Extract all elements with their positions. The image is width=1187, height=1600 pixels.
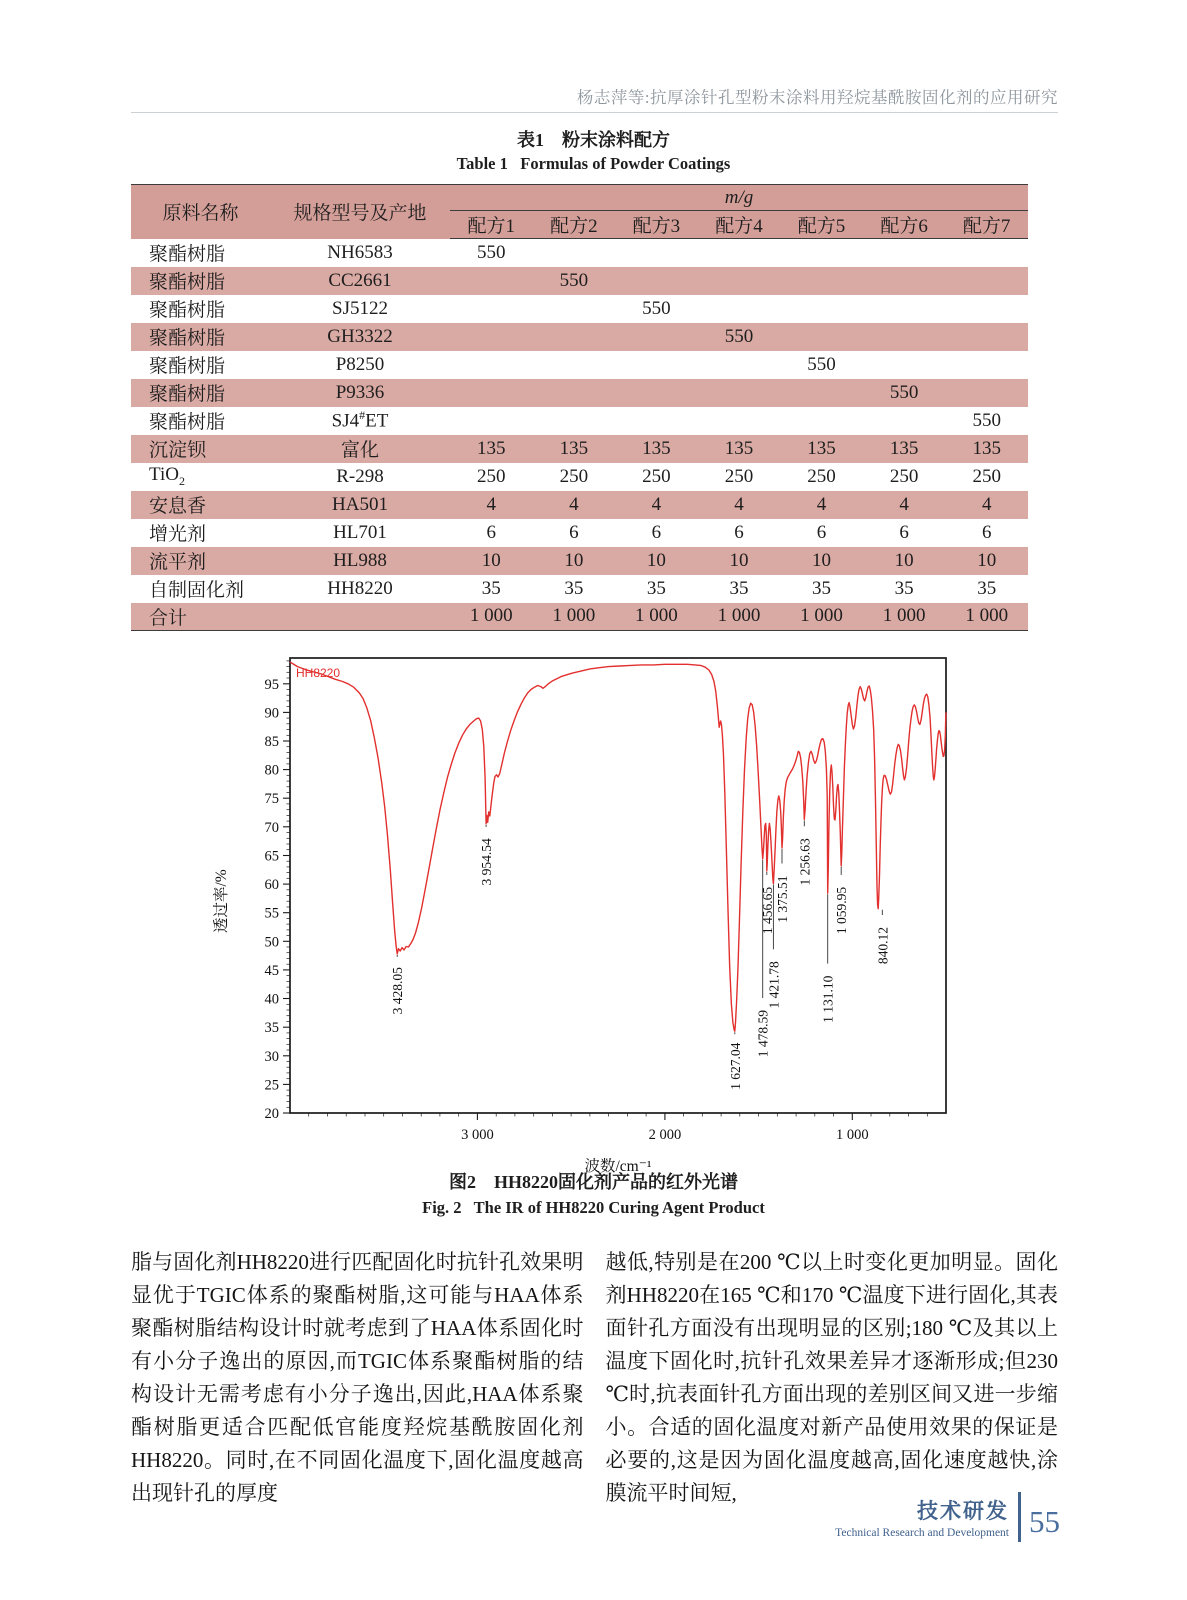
cell-value: 250 — [724, 465, 754, 487]
cell-value: 1 000 — [965, 605, 1009, 627]
footer-section — [835, 1495, 1009, 1539]
y-tick-label: 75 — [264, 791, 279, 808]
cell-spec: GH3322 — [327, 325, 393, 347]
cell-value: 1 000 — [800, 605, 843, 627]
x-tick-label: 3 000 — [461, 1127, 494, 1143]
cell-material: 沉淀钡 — [149, 440, 207, 461]
formula-column-header: 配方6 — [863, 211, 946, 239]
cell-material: 聚酯树脂 — [149, 244, 226, 265]
body-text — [131, 1246, 1058, 1510]
y-tick-label: 50 — [264, 934, 279, 951]
cell-value — [615, 239, 698, 267]
cell-value — [615, 267, 698, 295]
formula-column-header: 配方1 — [450, 211, 533, 239]
table-row — [131, 379, 1028, 407]
cell-value — [945, 295, 1028, 323]
cell-value — [863, 323, 946, 351]
cell-value: 35 — [564, 577, 584, 599]
cell-value: 250 — [559, 465, 589, 487]
cell-value: 250 — [642, 465, 671, 487]
cell-value — [450, 323, 533, 351]
cell-value: 10 — [729, 549, 749, 571]
cell-value — [450, 407, 533, 435]
cell-spec: HL988 — [333, 549, 387, 571]
cell-value — [698, 239, 781, 267]
peak-label: 840.12 — [875, 927, 891, 965]
table-title-en: Table 1 Formulas of Powder Coatings — [456, 154, 731, 173]
cell-value: 10 — [481, 549, 501, 571]
cell-value — [698, 267, 781, 295]
body-column-left: 脂与固化剂HH8220进行匹配固化时抗针孔效果明显优于TGIC体系的聚酯树脂,这可能与HAA体系聚酯树脂结构设计时就考虑到了HAA体系固化时有小分子逸出的原因,而TGIC体系聚酯树脂的结构设计无需考虑有小分子逸出,因此,HAA体系聚酯树脂更适合匹配低官能度羟烷基酰胺固化剂HH8220。同时,在不同固化温度下,固化温度越高出现针孔的厚度 — [131, 1250, 584, 1505]
x-tick-label: 2 000 — [648, 1127, 682, 1143]
cell-value — [698, 351, 781, 379]
header-rule — [131, 112, 1058, 113]
cell-value: 6 — [899, 521, 909, 543]
cell-value: 6 — [981, 521, 992, 543]
footer-divider — [1018, 1492, 1021, 1542]
formula-table — [131, 184, 1028, 631]
footer — [835, 1492, 1060, 1542]
column-header-material: 原料名称 — [162, 203, 239, 225]
cell-value: 550 — [724, 325, 754, 347]
cell-value — [615, 407, 698, 435]
cell-value: 135 — [807, 437, 836, 459]
table-row — [131, 323, 1028, 351]
cell-value — [945, 267, 1028, 295]
cell-value — [698, 407, 781, 435]
peak-label: 1 131.10 — [820, 975, 836, 1023]
table-row — [131, 295, 1028, 323]
cell-spec: HL701 — [333, 521, 387, 543]
y-tick-label: 55 — [264, 905, 279, 922]
cell-value: 6 — [816, 521, 827, 543]
cell-value: 135 — [889, 437, 919, 459]
table-row — [131, 351, 1028, 379]
table-row — [131, 267, 1028, 295]
cell-value — [863, 267, 946, 295]
cell-value: 550 — [807, 353, 836, 375]
cell-value: 1 000 — [882, 605, 926, 627]
cell-value: 6 — [569, 521, 579, 543]
footer-section-en: Technical Research and Development — [835, 1527, 1009, 1539]
formula-column-header: 配方5 — [780, 211, 863, 239]
cell-material: 安息香 — [149, 496, 207, 517]
cell-spec: P9336 — [335, 381, 385, 403]
table-row — [131, 547, 1028, 575]
cell-value: 35 — [894, 577, 914, 599]
cell-value: 135 — [642, 437, 671, 459]
cell-value: 1 000 — [717, 605, 761, 627]
formula-column-header: 配方7 — [945, 211, 1028, 239]
cell-material: 聚酯树脂 — [149, 272, 226, 293]
cell-value — [615, 323, 698, 351]
cell-spec: HH8220 — [327, 577, 393, 599]
cell-material: 自制固化剂 — [149, 580, 245, 601]
cell-value: 10 — [564, 549, 584, 571]
cell-value — [945, 323, 1028, 351]
cell-value: 550 — [477, 241, 506, 263]
cell-value: 35 — [812, 577, 832, 599]
cell-value: 250 — [477, 465, 506, 487]
cell-value: 1 000 — [552, 605, 596, 627]
y-tick-label: 80 — [264, 762, 279, 779]
y-tick-label: 20 — [264, 1106, 279, 1122]
cell-value: 4 — [569, 493, 579, 515]
peak-label: 3 954.54 — [479, 838, 495, 886]
cell-value: 250 — [972, 465, 1001, 487]
cell-material: 聚酯树脂 — [149, 300, 226, 321]
peak-label: 1 059.95 — [834, 886, 850, 935]
cell-value — [615, 379, 698, 407]
column-header-unit: m/g — [450, 185, 1028, 211]
cell-value — [450, 267, 533, 295]
cell-material: 聚酯树脂 — [149, 412, 226, 433]
cell-value: 6 — [486, 521, 497, 543]
cell-value: 35 — [481, 577, 501, 599]
cell-value — [533, 239, 616, 267]
cell-spec: NH6583 — [327, 241, 393, 263]
cell-value: 135 — [724, 437, 754, 459]
cell-material: 增光剂 — [149, 524, 207, 545]
y-tick-label: 65 — [264, 848, 279, 865]
cell-value — [533, 379, 616, 407]
plot-frame — [290, 658, 946, 1113]
spectrum-curve — [290, 662, 946, 1031]
table-row — [131, 239, 1028, 267]
table-title-cn: 表1 粉末涂料配方 — [517, 130, 670, 150]
y-tick-label: 70 — [264, 819, 279, 836]
y-tick-label: 45 — [264, 962, 279, 979]
cell-value: 135 — [559, 437, 589, 459]
table-row — [131, 519, 1028, 547]
peak-label: 1 256.63 — [797, 838, 813, 886]
table-row — [131, 575, 1028, 603]
cell-value: 4 — [899, 493, 909, 515]
cell-value: 250 — [889, 465, 919, 487]
cell-value: 35 — [729, 577, 749, 599]
cell-spec: CC2661 — [328, 269, 392, 291]
cell-value — [945, 239, 1028, 267]
table-row — [131, 435, 1028, 463]
cell-value — [698, 379, 781, 407]
cell-spec: SJ5122 — [332, 297, 388, 319]
peak-label: 1 421.78 — [766, 961, 782, 1009]
figure-caption-en: Fig. 2 The IR of HH8220 Curing Agent Product — [422, 1198, 765, 1217]
y-tick-label: 90 — [264, 705, 279, 722]
cell-value: 250 — [807, 465, 836, 487]
cell-material: 合计 — [149, 607, 188, 629]
cell-spec: HA501 — [332, 493, 388, 515]
cell-material: 聚酯树脂 — [149, 384, 226, 405]
formula-column-header: 配方3 — [615, 211, 698, 239]
cell-value — [780, 323, 863, 351]
x-axis-title: 波数/cm⁻¹ — [584, 1158, 652, 1175]
cell-value: 10 — [646, 549, 666, 571]
cell-value — [533, 407, 616, 435]
cell-value — [863, 295, 946, 323]
footer-section-cn: 技术研发 — [917, 1500, 1009, 1523]
cell-value: 35 — [977, 577, 997, 599]
cell-value — [863, 351, 946, 379]
cell-spec: R-298 — [336, 465, 384, 487]
cell-value — [863, 239, 946, 267]
cell-value — [450, 351, 533, 379]
peak-label: 1 375.51 — [775, 875, 790, 923]
cell-material: TiO$_2$ — [149, 464, 185, 488]
cell-value: 10 — [894, 549, 914, 571]
formula-column-header: 配方4 — [698, 211, 781, 239]
cell-spec: 富化 — [340, 440, 379, 461]
cell-spec — [270, 603, 450, 631]
x-tick-label: 1 000 — [835, 1127, 869, 1143]
cell-value: 550 — [889, 381, 919, 403]
series-label: HH8220 — [296, 665, 341, 680]
cell-value — [780, 239, 863, 267]
cell-material: 聚酯树脂 — [149, 356, 226, 377]
cell-value — [450, 295, 533, 323]
cell-value: 10 — [977, 549, 997, 571]
cell-value — [945, 351, 1028, 379]
y-tick-label: 60 — [264, 877, 279, 894]
peak-label: 3 428.05 — [390, 967, 406, 1015]
cell-value — [533, 295, 616, 323]
table-row — [131, 407, 1028, 435]
cell-value: 550 — [972, 409, 1001, 431]
cell-value — [780, 379, 863, 407]
cell-material: 聚酯树脂 — [149, 328, 226, 349]
cell-value — [698, 295, 781, 323]
cell-value — [863, 407, 946, 435]
cell-value: 135 — [972, 437, 1001, 459]
cell-spec: SJ4#ET — [331, 408, 389, 432]
y-tick-label: 30 — [264, 1048, 279, 1065]
cell-value: 4 — [651, 493, 662, 515]
cell-value: 135 — [477, 437, 506, 459]
cell-value — [780, 295, 863, 323]
peak-label: 1 627.04 — [727, 1042, 743, 1090]
y-tick-label: 35 — [264, 1020, 279, 1037]
cell-value — [450, 379, 533, 407]
cell-value — [533, 323, 616, 351]
cell-value: 550 — [559, 269, 589, 291]
peak-label: 1 478.59 — [755, 1010, 771, 1058]
table-body — [131, 239, 1028, 631]
body-column-right: 越低,特别是在200 ℃以上时变化更加明显。固化剂HH8220在165 ℃和170 ℃温度下进行固化,其表面针孔方面没有出现明显的区别;180 ℃及其以上温度下固化时,抗针孔效果差异才逐渐形成;但230 ℃时,抗表面针孔方面出现的差别区间又进一步缩小。合适的固化温度对新产品使用效果的保证是必要的,这是因为固化温度越高,固化速度越快,涂膜流平时间短, — [605, 1250, 1058, 1505]
cell-value — [780, 407, 863, 435]
cell-value: 4 — [816, 493, 827, 515]
y-tick-label: 40 — [264, 991, 279, 1008]
cell-value: 1 000 — [469, 605, 513, 627]
table-row — [131, 463, 1028, 491]
cell-value — [945, 379, 1028, 407]
cell-value: 35 — [646, 577, 666, 599]
cell-value: 1 000 — [635, 605, 678, 627]
cell-value: 4 — [734, 493, 744, 515]
cell-value: 6 — [651, 521, 662, 543]
cell-value — [780, 267, 863, 295]
cell-value — [533, 351, 616, 379]
table-row — [131, 491, 1028, 519]
figure-caption-cn: 图2 HH8220固化剂产品的红外光谱 — [448, 1172, 738, 1192]
cell-spec: P8250 — [335, 353, 385, 375]
page-number: 55 — [1029, 1504, 1060, 1539]
cell-value: 4 — [981, 493, 992, 515]
y-axis-title: 透过率/% — [213, 869, 231, 934]
y-tick-label: 25 — [264, 1077, 279, 1094]
table-row — [131, 603, 1028, 631]
y-tick-label: 95 — [264, 676, 279, 693]
cell-value: 10 — [812, 549, 832, 571]
running-head: 杨志萍等:抗厚涂针孔型粉末涂料用羟烷基酰胺固化剂的应用研究 — [576, 88, 1058, 107]
formula-column-header: 配方2 — [533, 211, 616, 239]
cell-value — [615, 351, 698, 379]
cell-material: 流平剂 — [149, 552, 207, 573]
ir-spectrum-chart — [196, 648, 986, 1238]
column-header-spec: 规格型号及产地 — [293, 203, 427, 225]
y-tick-label: 85 — [264, 734, 279, 750]
peak-label: 1 456.65 — [759, 886, 775, 935]
cell-value: 6 — [734, 521, 744, 543]
ir-spectrum-figure — [196, 648, 986, 1238]
cell-value: 550 — [642, 297, 671, 319]
cell-value: 4 — [486, 493, 497, 515]
